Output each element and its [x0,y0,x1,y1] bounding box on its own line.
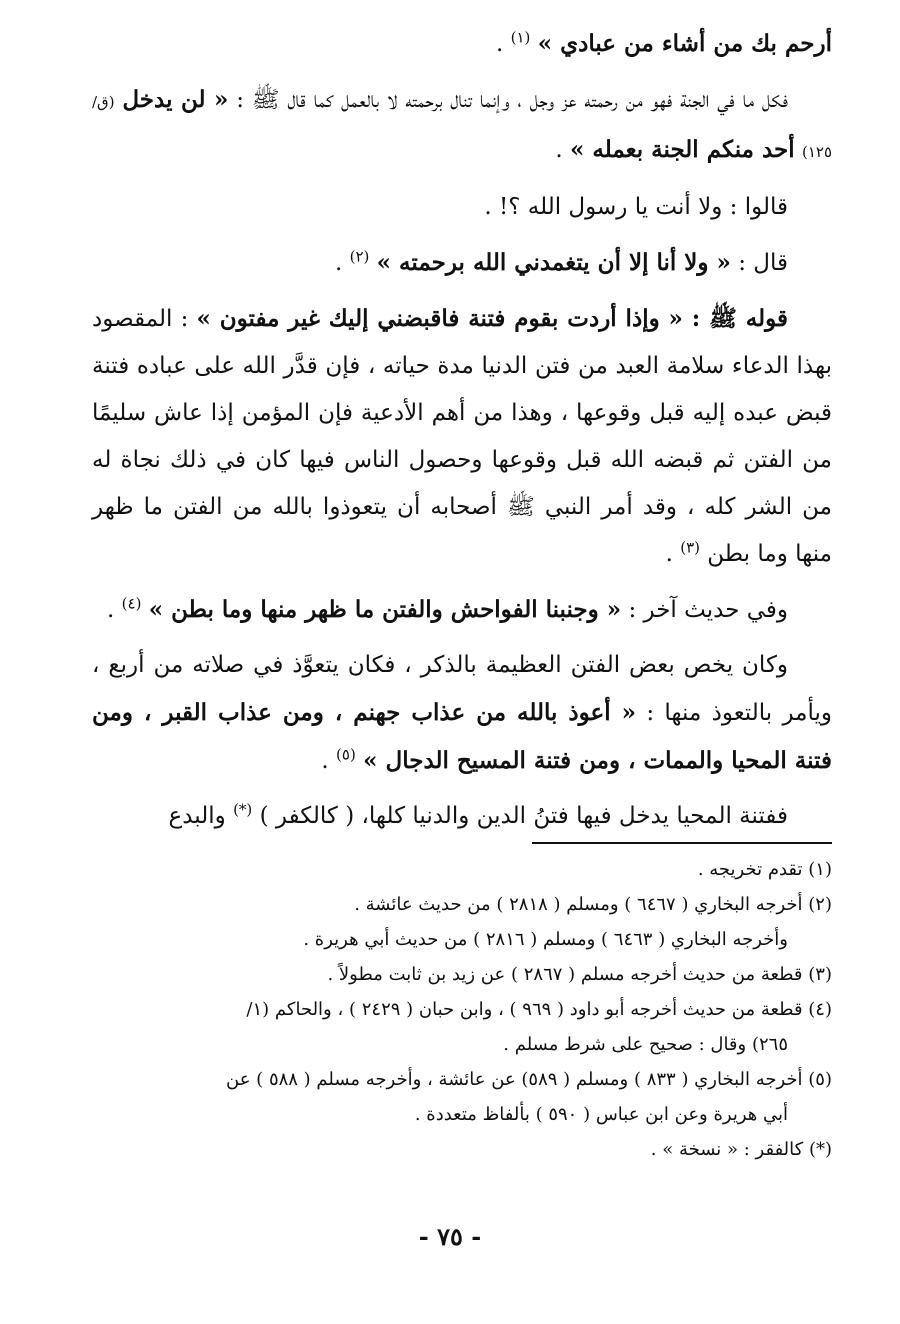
footnote-3: (٣) قطعة من حديث أخرجه مسلم ( ٢٨٦٧ ) عن زيد بن ثابت مطولاً . [327,964,832,985]
punctuation: . [665,541,673,567]
paragraph-text: وفي حديث آخر : [621,597,788,623]
paragraph-text: قال : [730,250,788,276]
hadith-quote: « أعوذ بالله من عذاب جهنم ، ومن عذاب القبر ، ومن فتنة المحيا والممات ، ومن فتنة المسيح الدجال » [92,699,832,774]
page-number: - ٧٥ - [418,1222,482,1251]
hadith-quote: أرحم بك من أشاء من عبادي » [537,30,832,57]
footnote-5: (٥) أخرجه البخاري ( ٨٣٣ ) ومسلم ( ٥٨٩) عن عائشة ، وأخرجه مسلم ( ٥٨٨ ) عن [226,1069,832,1090]
hadith-quote: أحد منكم الجنة بعمله » [570,136,795,163]
punctuation: . [334,250,343,276]
paragraph-1 [92,20,832,68]
footnote-ref: (٢) [349,247,370,266]
footnote-2-continuation: وأخرجه البخاري ( ٦٤٦٣ ) ومسلم ( ٢٨١٦ ) من حديث أبي هريرة . [303,929,788,950]
footnote-4: (٤) قطعة من حديث أخرجه أبو داود ( ٩٦٩ ) ، وابن حبان ( ٢٤٢٩ ) ، والحاكم (١/ [246,999,832,1020]
paragraph-6 [92,586,832,634]
paragraph-5 [92,295,832,578]
punctuation: . [321,748,329,774]
punctuation: . [555,137,563,163]
footnote-star: (*) كالفقر : « نسخة » . [650,1139,832,1160]
footnote-ref: (٤) [121,594,142,613]
paragraph-7 [92,642,832,785]
paragraph-8 [92,793,832,840]
paragraph-text: وكان يخص بعض الفتن العظيمة بالذكر ، فكان يتعوَّذ في صلاته من أربع ، ويأمر بالتعوذ منها : [92,652,833,726]
footnote-ref: (١) [510,28,531,47]
paragraph-4 [92,239,832,287]
footnotes [88,852,832,1167]
paragraph-text: قالوا : ولا أنت يا رسول الله ؟! . [484,194,788,220]
footnote-5-continuation: أبي هريرة وعن ابن عباس ( ٥٩٠ ) بألفاظ متعددة . [414,1104,788,1125]
footnote-ref: (٥) [336,745,356,764]
paragraph-text: والبدع [168,803,226,829]
paragraph-text: فكل ما في الجنة فهو من رحمته عز وجل ، وإنما تنال برحمته لا بالعمل كما قال ﷺ : [228,87,788,113]
footnote-ref: (٣) [680,538,700,557]
footnote-4-continuation: ٢٦٥) وقال : صحيح على شرط مسلم . [503,1034,788,1055]
paragraph-text: ففتنة المحيا يدخل فيها فتنُ الدين والدنيا كلها، ( كالكفر ) [259,803,788,829]
footnote-1: (١) تقدم تخريجه . [697,859,832,880]
hadith-quote: « ولا أنا إلا أن يتغمدني الله برحمته » [376,249,731,276]
hadith-quote: « لن يدخل [122,86,229,113]
footnote-ref: (*) [233,800,253,819]
manuscript-ref: (ق/ ١٢٥) [92,93,832,161]
paragraph-2 [92,76,832,176]
punctuation: . [495,31,504,57]
footnote-2: (٢) أخرجه البخاري ( ٦٤٦٧ ) ومسلم ( ٢٨١٨ ) من حديث عائشة . [354,894,832,915]
hadith-quote: « وجنبنا الفواحش والفتن ما ظهر منها وما بطن » [148,596,622,623]
punctuation: . [107,597,115,623]
footnote-divider [532,842,832,844]
paragraph-text: : المقصود بهذا الدعاء سلامة العبد من فتن الدنيا مدة حياته ، فإن قدَّر الله على عباده فتنة قبض عبده إليه قبل وقوعها ، وهذا من أهم الأدعية فإن المؤمن إذا عاش سليمًا من الفتن ثم قبضه الله قبل وقوعها وحصول الناس فيها كان في ذلك نجاة له من الشر كله ، وقد أمر النبي ﷺ أصحابه أن يتعوذوا بالله من الفتن ما ظهر منها وما بطن [92,306,832,567]
hadith-quote: قوله ﷺ : « وإذا أردت بقوم فتنة فاقبضني إليك غير مفتون » [196,305,789,332]
main-text [92,20,832,848]
paragraph-3 [92,184,832,231]
